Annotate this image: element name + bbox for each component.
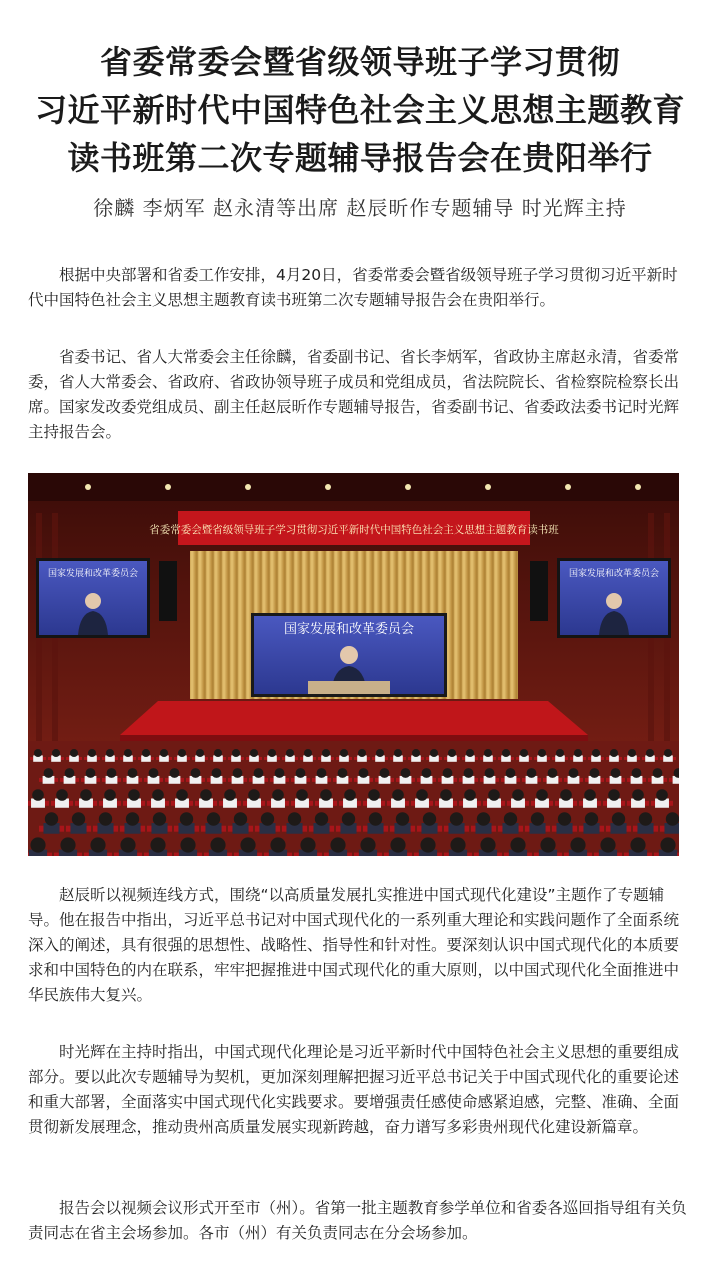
center-screen-text: 国家发展和改革委员会 (283, 622, 415, 637)
paragraph-5: 报告会以视频会议形式开至市（州）。省第一批主题教育参学单位和省委各巡回指导组有关负责同志在省主会场参加。各市（州）有关负责同志在分会场参加。 (28, 1199, 687, 1242)
paragraph-2: 省委书记、省人大常委会主任徐麟，省委副书记、省长李炳军，省政协主席赵永清，省委常委，省人大常委会、省政府、省政协领导班子成员和党组成员，省法院院长、省检察院检察长出席。国家发改委党组成员、副主任赵辰昕作专题辅导报告，省委副书记、省委政法委书记时光辉主持报告会。 (28, 348, 680, 441)
ceiling (28, 473, 679, 501)
article-subheadline: 徐麟 李炳军 赵永清等出席 赵辰昕作专题辅导 时光辉主持 (93, 196, 627, 220)
headline-line-1: 省委常委会暨省级领导班子学习贯彻 (99, 43, 620, 81)
left-screen-text: 国家发展和改革委员会 (47, 569, 139, 579)
paragraph-3: 赵辰昕以视频连线方式，围绕“以高质量发展扎实推进中国式现代化建设”主题作了专题辅导。他在报告中指出，习近平总书记对中国式现代化的一系列重大理论和实践问题作了全面系统深入的阐述，具有很强的思想性、战略性、指导性和针对性。要深刻认识中国式现代化的本质要求和中国特色的内在联系，牢牢把握推进中国式现代化的重大原则，以中国式现代化全面推进中华民族伟大复兴。 (28, 886, 680, 1004)
stage-floor (120, 701, 588, 735)
paragraph-1: 根据中央部署和省委工作安排，4月20日，省委常委会暨省级领导班子学习贯彻习近平新时代中国特色社会主义思想主题教育读书班第二次专题辅导报告会在贵阳举行。 (28, 266, 678, 309)
meeting-photo (28, 473, 679, 856)
article-headline (0, 38, 720, 182)
banner-text: 省委常委会暨省级领导班子学习贯彻习近平新时代中国特色社会主义思想主题教育读书班 (149, 524, 559, 536)
paragraph-4: 时光辉在主持时指出，中国式现代化理论是习近平新时代中国特色社会主义思想的重要组成部分。要以此次专题辅导为契机，更加深刻理解把握习近平总书记关于中国式现代化的重要论述和重大部署，全面落实中国式现代化实践要求。要增强责任感使命感紧迫感，完整、准确、全面贯彻新发展理念，推动贵州高质量发展实现新跨越，奋力谱写多彩贵州现代化建设新篇章。 (28, 1043, 680, 1136)
right-screen-text: 国家发展和改革委员会 (568, 569, 660, 579)
right-speaker (530, 561, 548, 621)
meeting-hall-illustration (28, 473, 679, 856)
left-speaker (159, 561, 177, 621)
headline-line-2: 习近平新时代中国特色社会主义思想主题教育 (34, 91, 685, 129)
headline-line-3: 读书班第二次专题辅导报告会在贵阳举行 (67, 139, 653, 177)
